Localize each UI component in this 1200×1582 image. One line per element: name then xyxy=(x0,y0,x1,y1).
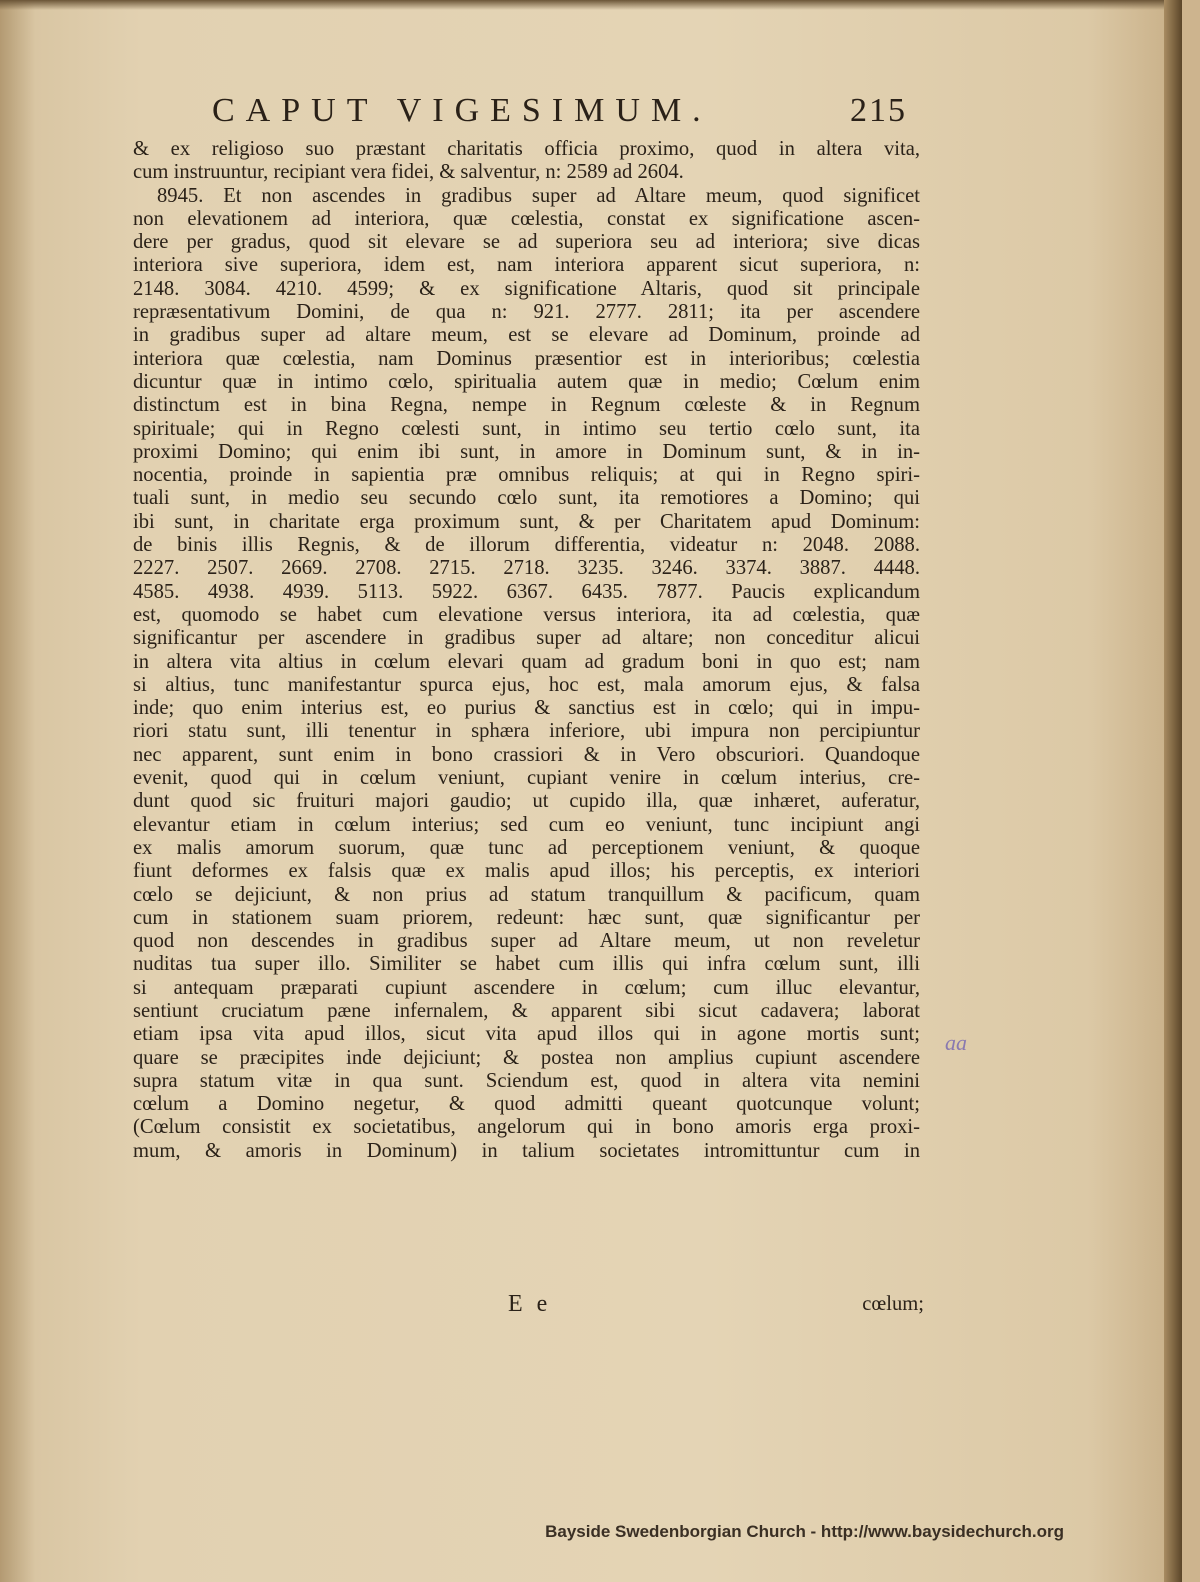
text-line: dicuntur quæ in intimo cœlo, spiritualia autem quæ in medio; Cœlum enim xyxy=(133,370,920,393)
text-line: proximi Domino; qui enim ibi sunt, in amore in Dominum sunt, & in in- xyxy=(133,440,920,463)
text-line: & ex religioso suo præstant charitatis officia proximo, quod in altera vita, xyxy=(133,138,920,160)
text-line: riori statu sunt, illi tenentur in sphæra inferiore, ubi impura non percipiuntur xyxy=(133,720,920,743)
text-line: est, quomodo se habet cum elevatione versus interiora, ita ad cœlestia, quæ xyxy=(133,603,920,626)
text-line: significantur per ascendere in gradibus super ad altare; non conceditur alicui xyxy=(133,627,920,650)
text-line: mum, & amoris in Dominum) in talium societates intromittuntur cum in xyxy=(133,1139,920,1162)
text-line: spirituale; qui in Regno cœlesti sunt, in intimo seu tertio cœlo sunt, ita xyxy=(133,417,920,440)
text-line: inde; quo enim interius est, eo purius & sanctius est in cœlo; qui in impu- xyxy=(133,697,920,720)
page-header xyxy=(212,86,907,136)
text-line: tuali sunt, in medio seu secundo cœlo sunt, ita remotiores a Domino; qui xyxy=(133,487,920,510)
text-line: interiora quæ cœlestia, nam Dominus præsentior est in interioribus; cœlestia xyxy=(133,347,920,370)
text-line: nuditas tua super illo. Similiter se habet cum illis qui infra cœlum sunt, illi xyxy=(133,953,920,976)
text-line: cœlum a Domino negetur, & quod admitti queant quotcunque volunt; xyxy=(133,1093,920,1116)
page-edge xyxy=(1164,0,1182,1582)
text-line: distinctum est in bina Regna, nempe in Regnum cœleste & in Regnum xyxy=(133,394,920,417)
watermark: Bayside Swedenborgian Church - http://www.baysidechurch.org xyxy=(545,1522,1064,1541)
margin-annotation: aa xyxy=(945,1030,967,1055)
text-line: 8945. Et non ascendes in gradibus super ad Altare meum, quod significet xyxy=(157,184,920,207)
text-line: si altius, tunc manifestantur spurca ejus, hoc est, mala amorum ejus, & falsa xyxy=(133,673,920,696)
text-line: repræsentativum Domini, de qua n: 921. 2777. 2811; ita per ascendere xyxy=(133,301,920,324)
text-line: dere per gradus, quod sit elevare se ad superiora seu ad interiora; sive dicas xyxy=(133,231,920,254)
text-line: (Cœlum consistit ex societatibus, angelorum qui in bono amoris erga proxi- xyxy=(133,1116,920,1139)
text-line: nocentia, proinde in sapientia præ omnibus reliquis; at qui in Regno spiri- xyxy=(133,464,920,487)
text-line: dunt quod sic fruituri majori gaudio; ut cupido illa, quæ inhæret, auferatur, xyxy=(133,790,920,813)
running-title: CAPUT VIGESIMUM. xyxy=(212,92,712,129)
text-line: evenit, quod qui in cœlum veniunt, cupiant venire in cœlum interius, cre- xyxy=(133,767,920,790)
page-number: 215 xyxy=(850,92,907,129)
text-line: in gradibus super ad altare meum, est se elevare ad Dominum, proinde ad xyxy=(133,324,920,347)
text-line: 2227. 2507. 2669. 2708. 2715. 2718. 3235. 3246. 3374. 3887. 4448. xyxy=(133,557,920,580)
text-line: etiam ipsa vita apud illos, sicut vita apud illos qui in agone mortis sunt; xyxy=(133,1023,920,1046)
catchword: cœlum; xyxy=(862,1293,924,1315)
text-line: 4585. 4938. 4939. 5113. 5922. 6367. 6435. 7877. Paucis explicandum xyxy=(133,580,920,603)
text-line: supra statum vitæ in qua sunt. Sciendum est, quod in altera vita nemini xyxy=(133,1069,920,1092)
body-text xyxy=(133,138,920,1163)
text-line: ex malis amorum suorum, quæ tunc ad perceptionem veniunt, & quoque xyxy=(133,836,920,859)
top-edge-shadow xyxy=(0,0,1182,10)
text-line: quod non descendes in gradibus super ad Altare meum, ut non reveletur xyxy=(133,930,920,953)
text-line: non elevationem ad interiora, quæ cœlestia, constat ex significatione ascen- xyxy=(133,207,920,230)
text-line: nec apparent, sunt enim in bono crassiori & in Vero obscuriori. Quandoque xyxy=(133,743,920,766)
signature-mark: E e xyxy=(508,1291,552,1317)
text-line: cum in stationem suam priorem, redeunt: hæc sunt, quæ significantur per xyxy=(133,906,920,929)
text-line: cœlo se dejiciunt, & non prius ad statum tranquillum & pacificum, quam xyxy=(133,883,920,906)
text-line: 2148. 3084. 4210. 4599; & ex significatione Altaris, quod sit principale xyxy=(133,277,920,300)
text-line: fiunt deformes ex falsis quæ ex malis apud illos; his perceptis, ex interiori xyxy=(133,860,920,883)
text-line: interiora sive superiora, idem est, nam interiora apparent sicut superiora, n: xyxy=(133,254,920,277)
text-line: elevantur etiam in cœlum interius; sed cum eo veniunt, tunc incipiunt angi xyxy=(133,813,920,836)
text-line: in altera vita altius in cœlum elevari quam ad gradum boni in quo est; nam xyxy=(133,650,920,673)
text-line: quare se præcipites inde dejiciunt; & postea non amplius cupiunt ascendere xyxy=(133,1046,920,1069)
text-line: sentiunt cruciatum pæne infernalem, & apparent sibi sicut cadavera; laborat xyxy=(133,999,920,1022)
text-line: ibi sunt, in charitate erga proximum sunt, & per Charitatem apud Dominum: xyxy=(133,510,920,533)
text-line: cum instruuntur, recipiant vera fidei, & salventur, n: 2589 ad 2604. xyxy=(133,161,684,184)
text-line: si antequam præparati cupiunt ascendere in cœlum; cum illuc elevantur, xyxy=(133,976,920,999)
text-line: de binis illis Regnis, & de illorum differentia, videatur n: 2048. 2088. xyxy=(133,534,920,557)
